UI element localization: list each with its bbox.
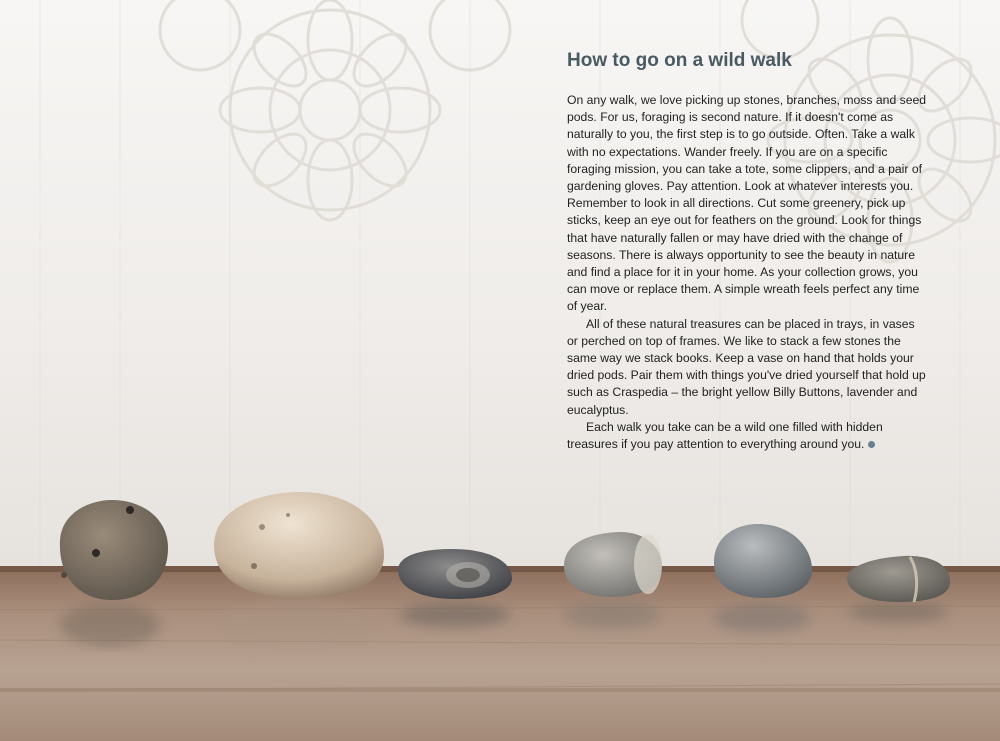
article-paragraph-2: All of these natural treasures can be placed in trays, in vases or perched on top of frames. We like to stack a few stones the same way we stack books. Keep a vase on hand that holds your dried pods. Pair them with things you've dried yourself that hold up such as Craspedia – the bright yellow Billy Buttons, lavender and eucalyptus.	[567, 316, 926, 417]
article-paragraph-3	[567, 419, 927, 453]
article-paragraph-3-text: Each walk you take can be a wild one filled with hidden treasures if you pay attention to everything around you.	[567, 419, 883, 452]
article-paragraph-1: On any walk, we love picking up stones, branches, moss and seed pods. For us, foraging is second nature. If it doesn't come as naturally to you, the first step is to go outside. Often. Take a walk with no expectations. Wander freely. If you are on a specific foraging mission, you can take a tote, some clippers, and a pair of gardening gloves. Pay attention. Look at whatever interests you. Remember to look in all directions. Cut some greenery, pick up sticks, keep an eye out for feathers on the ground. Look for things that have naturally fallen or may have dried with the change of seasons. There is always opportunity to see the beauty in nature and find a place for it in your home. As your collection grows, you can move or replace them. A simple wreath feels perfect any time of year.	[567, 93, 927, 314]
stone-1-icon	[60, 500, 168, 600]
end-mark-icon	[868, 441, 875, 448]
article-title: How to go on a wild walk	[567, 50, 792, 71]
article	[567, 50, 927, 453]
